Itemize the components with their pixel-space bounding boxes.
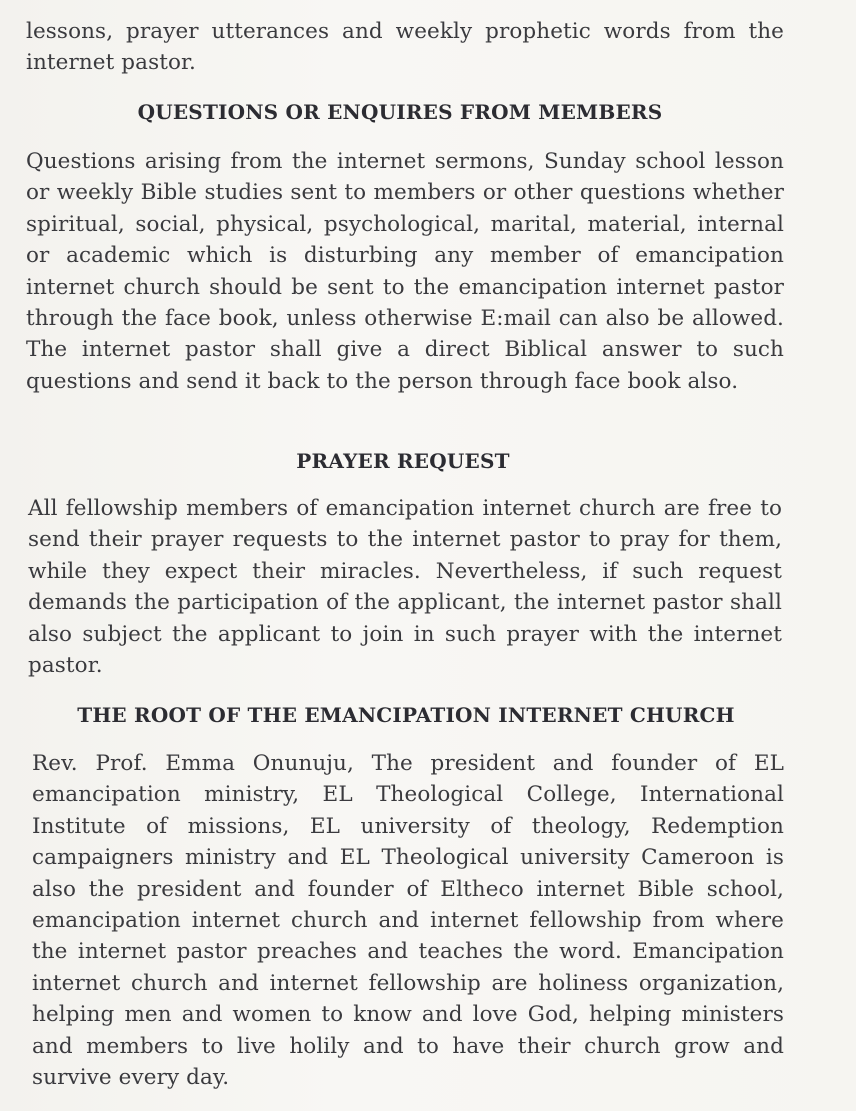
questions-heading: QUESTIONS OR ENQUIRES FROM MEMBERS [137, 100, 663, 124]
questions-paragraph: Questions arising from the internet sermons, Sunday school lesson or weekly Bible studies sent to members or other questions whether spiritual, social, physical, psychological, marital, material, internal or academic which is disturbing any member of emancipation internet church should be sent to the emancipation internet pastor through the face book, unless otherwise E:mail can also be allowed. The internet pastor shall give a direct Biblical answer to such questions and send it back to the person through face book also. [26, 149, 784, 394]
prayer-request-heading: PRAYER REQUEST [296, 449, 510, 473]
root-paragraph: Rev. Prof. Emma Onunuju, The president and founder of EL emancipation ministry, EL Theological College, International Institute of missions, EL university of theology, Redemption campaigners ministry and EL Theological university Cameroon is also the president and founder of Eltheco internet Bible school, emancipation internet church and internet fellowship from where the internet pastor preaches and teaches the word. Emancipation internet church and internet fellowship are holiness organization, helping men and women to know and love God, helping ministers and members to live holily and to have their church grow and survive every day. [32, 751, 784, 1091]
intro-paragraph: lessons, prayer utterances and weekly prophetic words from the internet pastor. [26, 19, 784, 76]
prayer-request-paragraph: All fellowship members of emancipation internet church are free to send their prayer requests to the internet pastor to pray for them, while they expect their miracles. Nevertheless, if such request demands the participation of the applicant, the internet pastor shall also subject the applicant to join in such prayer with the internet pastor. [28, 496, 782, 679]
root-heading: THE ROOT OF THE EMANCIPATION INTERNET CHURCH [77, 703, 735, 727]
